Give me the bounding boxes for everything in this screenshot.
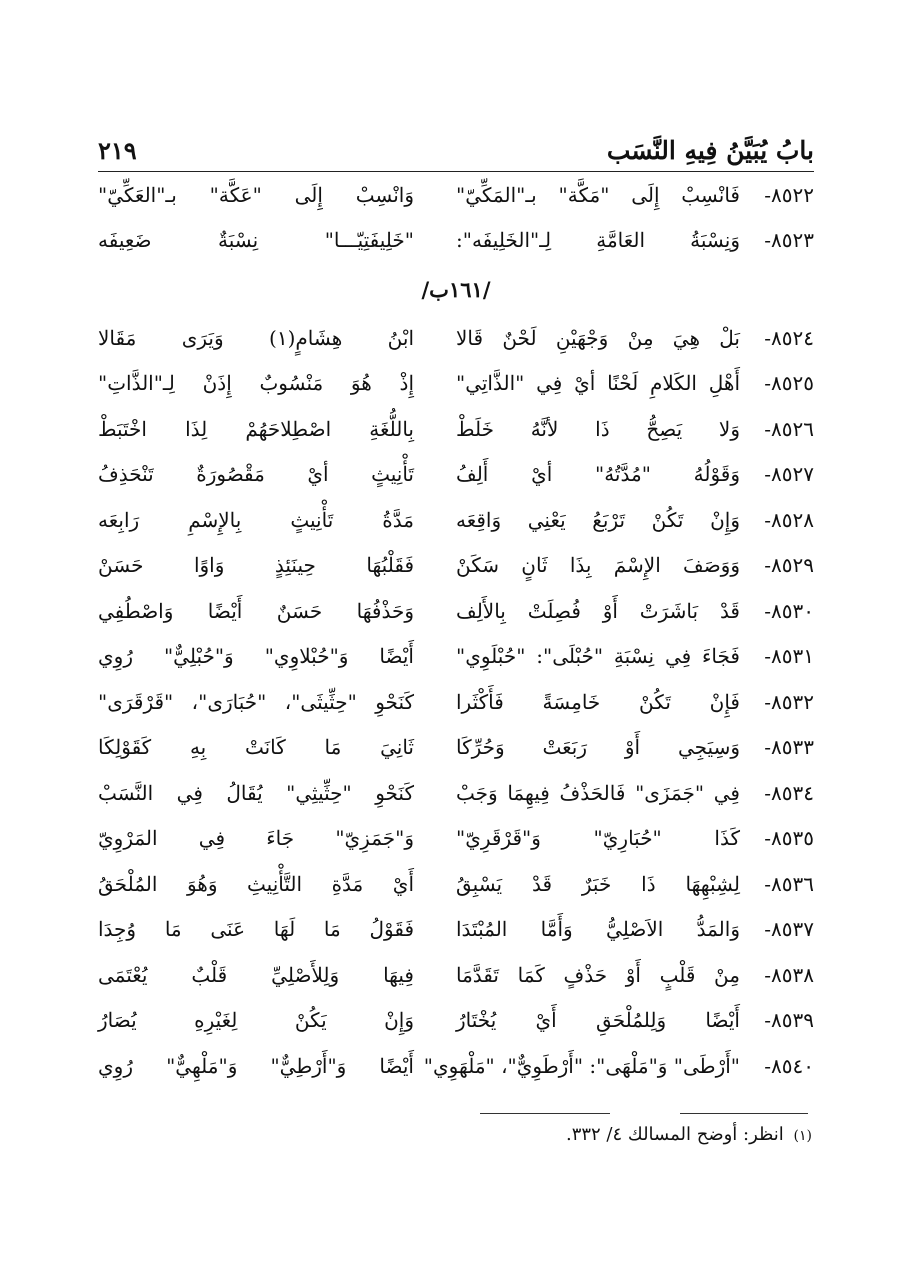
verse-second-hemistich: بِاللُّغَةِ اصْطِلاحَهُمْ لِذَا اخْتَبَطْ <box>98 416 414 441</box>
verse-number: ٨٥٢٦- <box>764 416 814 441</box>
verse-first-hemistich: مِنْ قَلْبٍ أَوْ حَذْفٍ كَمَا تَقَدَّمَا <box>456 962 740 987</box>
verse-second-hemistich: تَأْنِيثٍ أيْ مَقْصُورَةٌ تَنْحَذِفُ <box>98 462 414 487</box>
verse-first-hemistich: وَنِسْبَةُ العَامَّةِ لِـ"الخَلِيفَه": <box>456 228 740 253</box>
verse-second-hemistich: فَقَوْلُ مَا لَهَا عَنَى مَا وُجِدَا <box>98 917 414 942</box>
verse-line <box>98 588 814 634</box>
verse-number: ٨٥٢٤- <box>764 325 814 350</box>
verse-second-hemistich: وَانْسِبْ إِلَى "عَكَّة" بـ"العَكِّيّ" <box>98 182 414 207</box>
verse-number: ٨٥٢٣- <box>764 228 814 253</box>
verse-first-hemistich: فِي "جَمَزَى" فَالحَذْفُ فِيهِمَا وَجَبْ <box>456 780 740 805</box>
verse-first-hemistich: أَهْلِ الكَلامِ لَحْنًا أيْ فِي "الذَّاتِي" <box>456 371 740 396</box>
verse-number: ٨٥٤٠- <box>764 1053 814 1078</box>
verse-number: ٨٥٢٩- <box>764 553 814 578</box>
verse-line <box>98 543 814 589</box>
folio-marker: /١٦١ب/ <box>421 276 491 302</box>
verse-number: ٨٥٣٨- <box>764 962 814 987</box>
page-number: ٢١٩ <box>98 135 137 165</box>
verse-second-hemistich: فَقَلْبُهَا حِينَئِذٍ وَاوًا حَسَنْ <box>98 553 414 578</box>
verse-number: ٨٥٣٩- <box>764 1008 814 1033</box>
verse-line <box>98 725 814 771</box>
verse-second-hemistich: وَإِنْ يَكُنْ لِغَيْرِهِ يُصَارُ <box>98 1008 414 1033</box>
verse-list <box>98 172 814 1089</box>
verse-group-a <box>98 172 814 263</box>
verse-first-hemistich: وَإِنْ تَكُنْ تَرْبَعُ يَعْنِي وَاقِعَه <box>456 507 740 532</box>
verse-first-hemistich: أَيْضًا وَلِلمُلْحَقِ أَيْ يُخْتَارُ <box>456 1008 740 1033</box>
verse-line <box>98 315 814 361</box>
verse-number: ٨٥٣٦- <box>764 871 814 896</box>
verse-line <box>98 907 814 953</box>
verse-second-hemistich: وَ"جَمَزِيّ" جَاءَ فِي المَرْوِيّ <box>98 826 414 851</box>
verse-group-b <box>98 315 814 1089</box>
verse-line <box>98 998 814 1044</box>
chapter-title: بابُ يُبَيَّنُ فِيهِ النَّسَب <box>606 135 814 165</box>
verse-line <box>98 172 814 218</box>
verse-second-hemistich: مَدَّةُ تَأْنِيثٍ بِالإِسْمِ رَابِعَه <box>98 507 414 532</box>
footnote-marker: (١) <box>793 1128 812 1144</box>
verse-line <box>98 452 814 498</box>
verse-second-hemistich: أَيْضًا وَ"أَرْطِيٌّ" وَ"مَلْهِيٌّ" رُوِي <box>98 1053 414 1078</box>
verse-number: ٨٥٣٠- <box>764 598 814 623</box>
verse-second-hemistich: ابْنُ هِشَامٍ(١) وَيَرَى مَقَالا <box>98 325 415 350</box>
verse-number: ٨٥٣٥- <box>764 826 814 851</box>
verse-second-hemistich: "خَلِيفَتِيّـــا" نِسْبَةٌ ضَعِيفَه <box>98 228 414 253</box>
verse-line <box>98 218 814 264</box>
verse-line <box>98 679 814 725</box>
verse-first-hemistich: فَجَاءَ فِي نِسْبَةِ "حُبْلَى": "حُبْلَوِي" <box>456 644 740 669</box>
verse-number: ٨٥٣٢- <box>764 689 814 714</box>
verse-second-hemistich: كَنَحْوِ "حِثِّيثَى"، "حُبَارَى"، "قَرْقَرَى" <box>98 689 414 714</box>
verse-line <box>98 361 814 407</box>
verse-line <box>98 634 814 680</box>
footnote-rule-right <box>680 1113 808 1114</box>
verse-first-hemistich: فَانْسِبْ إِلَى "مَكَّة" بـ"المَكِّيّ" <box>456 182 740 207</box>
verse-line <box>98 497 814 543</box>
verse-number: ٨٥٣٧- <box>764 917 814 942</box>
verse-first-hemistich: كَذَا "حُبَارِيّ" وَ"قَرْقَرِيّ" <box>456 826 740 851</box>
verse-number: ٨٥٢٥- <box>764 371 814 396</box>
verse-second-hemistich: وَحَذْفُهَا حَسَنٌ أَيْضًا وَاصْطُفِي <box>98 598 414 623</box>
verse-first-hemistich: وَالمَدُّ الاَصْلِيُّ وَأَمَّا المُبْتَدَا <box>456 917 740 942</box>
verse-number: ٨٥٣١- <box>764 644 814 669</box>
verse-number: ٨٥٢٧- <box>764 462 814 487</box>
footnote-rule-left <box>480 1113 610 1114</box>
verse-second-hemistich: فِيهَا وَلِلأَصْلِيِّ قَلْبٌ يُعْتَمَى <box>98 962 414 987</box>
verse-line <box>98 816 814 862</box>
verse-second-hemistich: كَنَحْوِ "حِثِّيثِي" يُقَالُ فِي النَّسَبْ <box>98 780 414 805</box>
verse-line <box>98 1043 814 1089</box>
verse-number: ٨٥٢٢- <box>764 182 814 207</box>
verse-number: ٨٥٢٨- <box>764 507 814 532</box>
verse-first-hemistich: "أَرْطَى" وَ"مَلْهَى": "أَرْطَوِيٌّ"، "مَلْهَوِي" <box>423 1053 740 1078</box>
footnote <box>212 1124 812 1145</box>
verse-first-hemistich: بَلْ هِيَ مِنْ وَجْهَيْنِ لَحْنٌ قَالا <box>456 325 740 350</box>
verse-number: ٨٥٣٣- <box>764 735 814 760</box>
verse-first-hemistich: وَقَوْلُهُ "مُدَّتُهُ" أيْ أَلِفُ <box>456 462 740 487</box>
verse-second-hemistich: إِذْ هُوَ مَنْسُوبٌ إِذَنْ لِـ"الذَّاتِ" <box>98 371 414 396</box>
verse-second-hemistich: أَيْ مَدَّةِ التَّأْنِيثِ وَهُوَ المُلْحَقُ <box>98 871 414 896</box>
verse-second-hemistich: أَيْضًا وَ"حُبْلاوِي" وَ"حُبْلِيٌّ" رُوِي <box>98 644 414 669</box>
verse-second-hemistich: ثَانِيَ مَا كَانَتْ بِهِ كَقَوْلِكَا <box>98 735 414 760</box>
verse-number: ٨٥٣٤- <box>764 780 814 805</box>
verse-first-hemistich: وَلا يَصِحُّ ذَا لأنَّهُ خَلَطْ <box>456 416 740 441</box>
verse-line <box>98 406 814 452</box>
verse-first-hemistich: وَسِيَجِي أَوْ رَبَعَتْ وَحُرِّكَا <box>456 735 740 760</box>
page-header <box>98 130 814 170</box>
verse-first-hemistich: فَإِنْ تَكُنْ خَامِسَةً فَأَكْثَرا <box>456 689 740 714</box>
verse-line <box>98 952 814 998</box>
verse-first-hemistich: لِشِبْهِهَا ذَا خَبَرٌ قَدْ يَسْبِقُ <box>456 871 740 896</box>
verse-first-hemistich: قَدْ بَاشَرَتْ أَوْ فُصِلَتْ بِالأَلِف <box>456 598 740 623</box>
verse-first-hemistich: وَوَصَفَ الإِسْمَ بِذَا ثَانٍ سَكَنْ <box>456 553 740 578</box>
footnote-text: انظر: أوضح المسالك ٤/ ٣٣٢. <box>565 1124 784 1145</box>
verse-line <box>98 861 814 907</box>
verse-line <box>98 770 814 816</box>
